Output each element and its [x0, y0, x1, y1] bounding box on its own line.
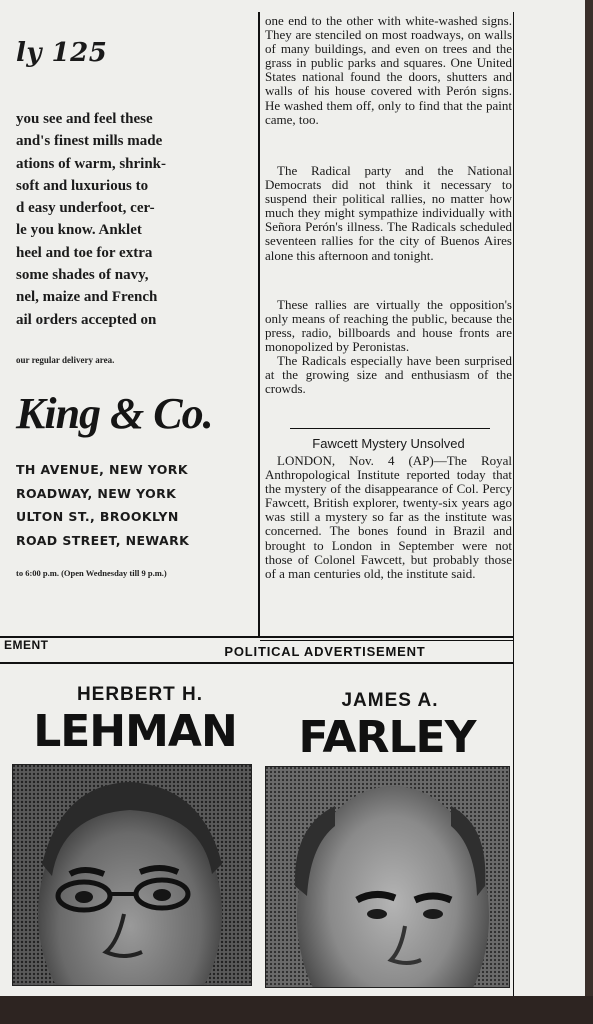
article-headline: Fawcett Mystery Unsolved	[312, 436, 465, 451]
candidate-photo-farley	[265, 766, 510, 988]
headline-rule	[290, 428, 490, 429]
price-heading: ly 125	[16, 38, 108, 68]
candidate-last-name: FARLEY	[298, 712, 476, 763]
ad-line: and's finest mills made	[16, 133, 163, 150]
candidate-photo-lehman	[12, 764, 252, 986]
article-paragraph: The Radical party and the National Democrats did not think it necessary to suspend their political rallies, no matter how much they might sympathize individually with Señora Perón's illness. The Radicals scheduled seventeen rallies for the city of Buenos Aires alone this afternoon and tonight.	[265, 164, 512, 263]
ad-line: heel and toe for extra	[16, 244, 153, 261]
ad-line: soft and luxurious to	[16, 177, 149, 194]
delivery-note: our regular delivery area.	[16, 355, 115, 365]
ad-line: some shades of navy,	[16, 267, 149, 284]
column-divider-right	[513, 12, 514, 996]
address-line: ROAD STREET, NEWARK	[16, 532, 190, 548]
ad-line: d easy underfoot, cer-	[16, 200, 155, 217]
band-rule-bottom	[0, 662, 513, 664]
ad-line: ail orders accepted on	[16, 311, 157, 328]
ad-line: you see and feel these	[16, 111, 153, 127]
column-divider	[258, 12, 260, 638]
address-line: ULTON ST., BROOKLYN	[16, 509, 179, 524]
address-line: ROADWAY, NEW YORK	[16, 485, 177, 501]
store-addresses	[16, 458, 256, 552]
band-rule-top	[260, 640, 513, 641]
ad-line: le you know. Anklet	[16, 222, 142, 239]
candidate-first-name: JAMES A.	[341, 690, 439, 711]
article-paragraph: These rallies are virtually the opposition's only means of reaching the public, because the press, radio, billboards and house fronts are monopolized by Peronistas.	[265, 298, 512, 354]
section-divider	[0, 636, 513, 638]
news-article-fawcett	[265, 454, 512, 632]
ad-copy	[16, 108, 256, 331]
ad-line: ations of warm, shrink-	[16, 155, 167, 172]
candidate-first-name: HERBERT H.	[76, 684, 204, 705]
store-hours: to 6:00 p.m. (Open Wednesday till 9 p.m.)	[16, 568, 167, 578]
candidate-last-name: LEHMAN	[33, 706, 237, 757]
store-advertisement	[0, 0, 258, 632]
political-ad-title: POLITICAL ADVERTISEMENT	[224, 644, 426, 659]
ad-line: nel, maize and French	[16, 289, 158, 306]
background-surface	[0, 996, 593, 1024]
cut-off-label: EMENT	[4, 638, 49, 652]
article-paragraph: The Radicals especially have been surprised at the growing size and enthusiasm of the crowds.	[265, 354, 512, 396]
address-line: TH AVENUE, NEW YORK	[16, 462, 188, 477]
article-body: LONDON, Nov. 4 (AP)—The Royal Anthropological Institute reported today that the mystery of the disappearance of Col. Percy Fawcett, British explorer, twenty-six years ago was still a mystery so far as the institute was concerned. The bones found in Brazil and brought to London in September were not those of Colonel Fawcett, but probably those of a man centuries old, the institute said.	[265, 454, 512, 581]
store-name: King & Co.	[16, 389, 213, 438]
news-article	[265, 14, 512, 396]
article-paragraph: one end to the other with white-washed signs. They are stenciled on most roadways, on walls of many buildings, and even on trees and the grass in public parks and squares. One United States national found the doors, shutters and walls of his house covered with Perón signs. He washed them off, only to find that the paint came, too.	[265, 14, 512, 127]
